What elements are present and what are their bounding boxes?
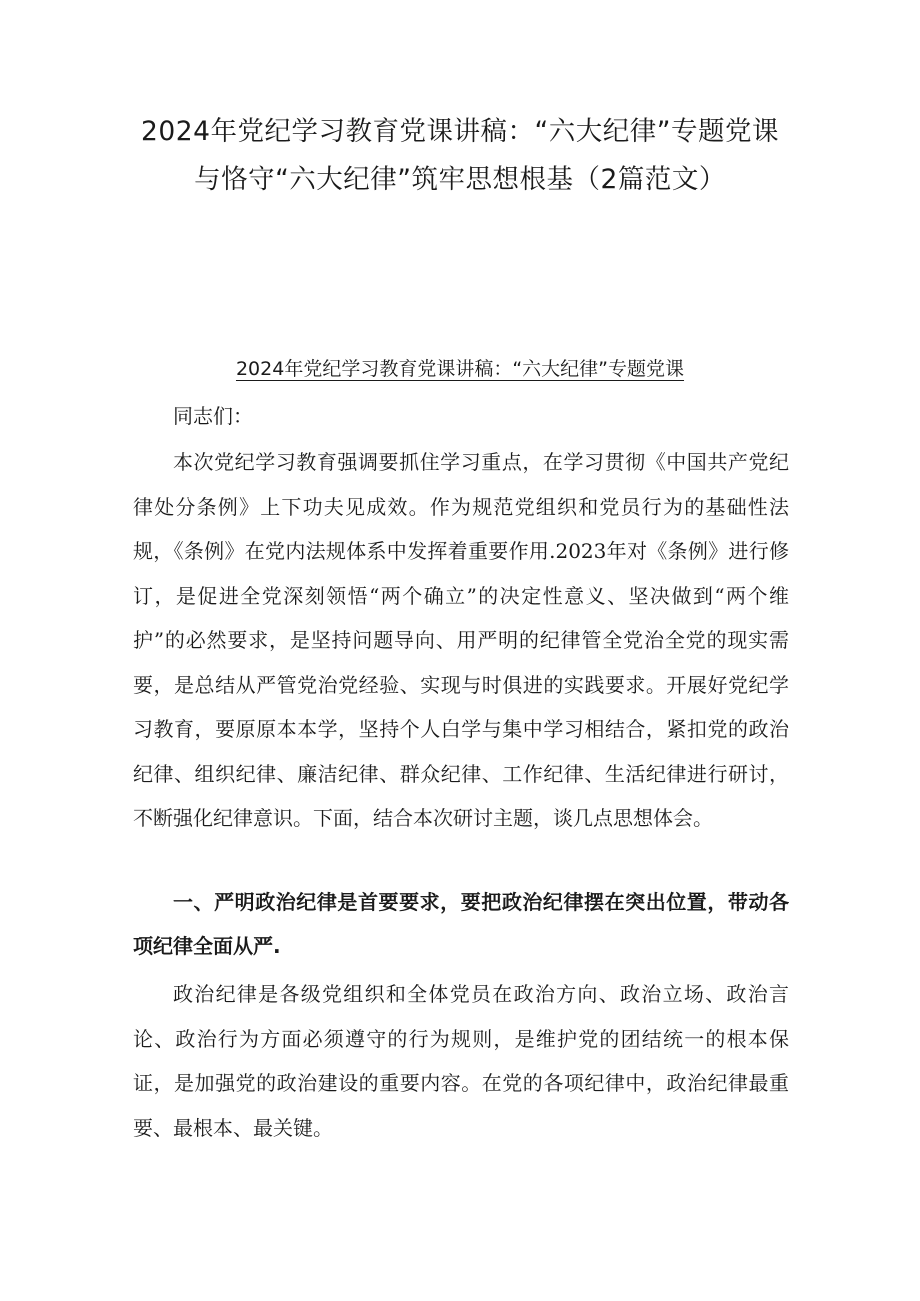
paragraph-intro: 本次党纪学习教育强调要抓住学习重点，在学习贯彻《中国共产党纪律处分条例》上下功夫见成效。作为规范党组织和党员行为的基础性法规，《条例》在党内法规体系中发挥着重要作用.2023年对《条例》进行修订，是促进全党深刻领悟“两个确立”的决定性意义、坚决做到“两个维护”的必然要求，是坚持问题导向、用严明的纪律管全党治全党的现实需要，是总结从严管党治党经验、实现与时俱进的实践要求。开展好党纪学习教育，要原原本本学，坚持个人白学与集中学习相结合，紧扣党的政治纪律、组织纪律、廉洁纪律、群众纪律、工作纪律、生活纪律进行研讨，不断强化纪律意识。下面，结合本次研讨主题，谈几点思想体会。: [133, 450, 789, 830]
greeting: 同志们：: [173, 404, 253, 428]
section-title: [120, 354, 800, 384]
document-title: [110, 108, 810, 204]
heading-political-discipline: 一、严明政治纪律是首要要求，要把政治纪律摆在突出位置，带动各项纪律全面从严.: [133, 890, 789, 958]
paragraph-political-discipline: 政治纪律是各级党组织和全体党员在政治方向、政治立场、政治言论、政治行为方面必须遵守的行为规则，是维护党的团结统一的根本保证，是加强党的政治建设的重要内容。在党的各项纪律中，政治纪律最重要、最根本、最关键。: [133, 982, 789, 1140]
document-title-line-2: 与恪守“六大纪律”筑牢思想根基（2篇范文）: [194, 164, 726, 195]
document-title-line-1: 2024年党纪学习教育党课讲稿：“六大纪律”专题党课: [141, 116, 779, 147]
section-title-text: 2024年党纪学习教育党课讲稿：“六大纪律”专题党课: [235, 358, 685, 380]
